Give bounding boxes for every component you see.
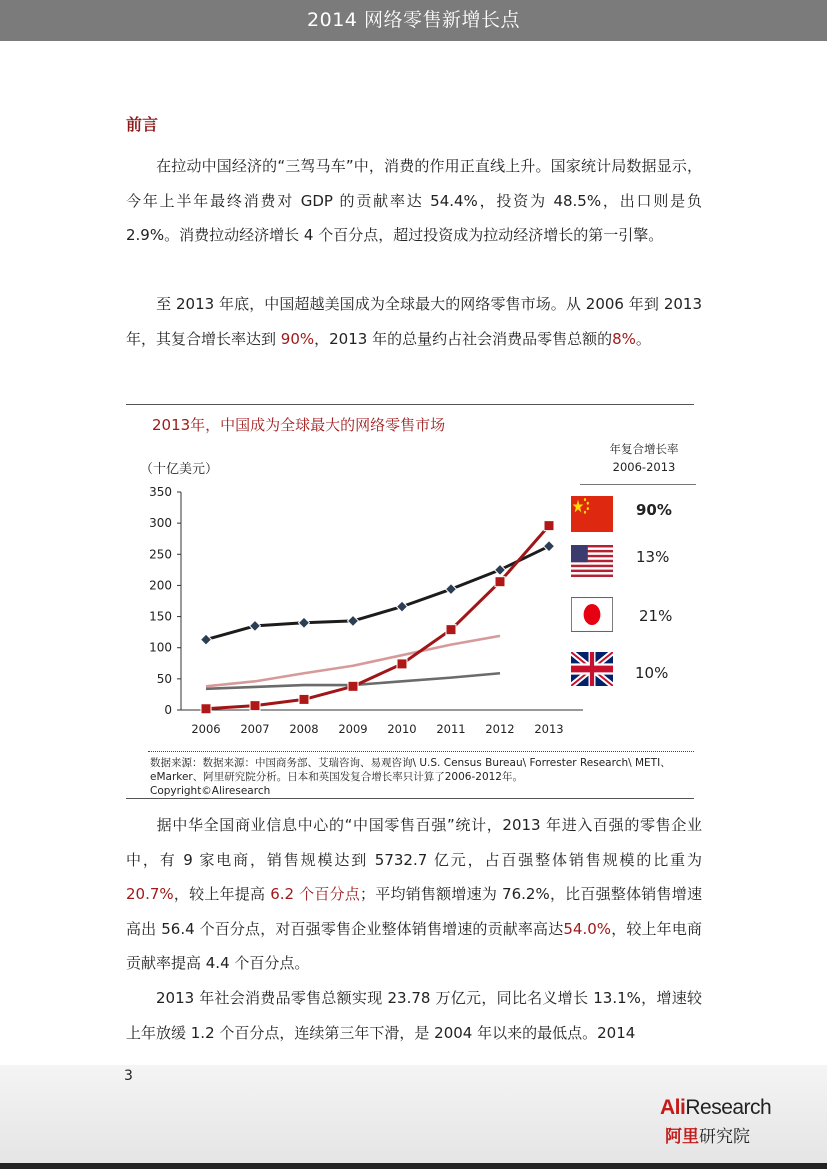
highlight-contribution: 54.0%	[563, 919, 612, 938]
x-tick-label: 2009	[338, 722, 368, 736]
data-point-diamond	[201, 634, 212, 645]
paragraph-retail-total	[126, 981, 702, 1050]
paragraph-text: ，2013 年的总量约占社会消费品零售总额的	[314, 329, 613, 348]
highlight-cagr: 90%	[280, 329, 315, 348]
y-tick-label: 0	[164, 703, 172, 717]
data-point-square	[544, 521, 554, 531]
y-tick-label: 100	[149, 640, 172, 655]
data-point-square	[299, 694, 309, 704]
paragraph-text: 2013 年社会消费品零售总额实现 23.78 万亿元，同比名义增长 13.1%，增速较上年放缓 1.2 个百分点，连续第三年下滑，是 2004 年以来的最低点。2014	[126, 989, 702, 1042]
chart-bottom-rule	[126, 798, 694, 799]
page-number: 3	[124, 1068, 133, 1084]
data-point-diamond	[250, 620, 261, 631]
data-point-square	[201, 704, 211, 714]
data-point-square	[250, 701, 260, 711]
uk-flag-icon	[571, 652, 613, 686]
paragraph-text: 至 2013 年底，中国超越美国成为全球最大的网络零售市场。从 2006 年到 2013 年，其复合增长率达到	[126, 295, 702, 348]
y-tick-label: 350	[149, 485, 172, 499]
x-tick-label: 2007	[240, 722, 270, 736]
data-point-diamond	[299, 617, 310, 628]
cagr-usa: 13%	[636, 548, 670, 566]
cagr-japan: 21%	[639, 607, 673, 625]
data-point-diamond	[544, 541, 555, 552]
cagr-uk: 10%	[635, 664, 669, 682]
bottom-strip	[0, 1163, 827, 1169]
x-tick-label: 2012	[485, 722, 515, 736]
series-line	[206, 636, 500, 686]
data-point-square	[495, 577, 505, 587]
china-flag-icon	[571, 496, 613, 532]
cagr-header-line1: 年复合增长率	[609, 442, 679, 456]
y-tick-label: 250	[149, 547, 172, 562]
x-tick-label: 2013	[534, 722, 564, 736]
y-tick-label: 300	[149, 516, 172, 531]
paragraph-text: ；平均销售额增速为 76.2%，比百强整体销售增速高出 56.4 个百分点，对百强零售企业整体销售增速的贡献率高达	[126, 885, 702, 938]
aliresearch-logo	[660, 1096, 771, 1120]
cagr-china: 90%	[636, 501, 672, 519]
header-title: 2014 网络零售新增长点	[307, 9, 520, 31]
x-tick-label: 2008	[289, 722, 319, 736]
data-point-diamond	[495, 564, 506, 575]
y-tick-label: 50	[156, 671, 172, 686]
paragraph-text: ，较上年电商贡献率提高 4.4 个百分点。	[126, 919, 702, 972]
logo-ali: Ali	[660, 1096, 686, 1119]
cagr-header	[596, 440, 692, 476]
paragraph-text: 据中华全国商业信息中心的“中国零售百强”统计，2013 年进入百强的零售企业中，有 9 家电商，销售规模达到 5732.7 亿元，占百强整体销售规模的比重为	[126, 816, 702, 869]
chart-title: 2013年，中国成为全球最大的网络零售市场	[152, 416, 446, 434]
highlight-share: 8%	[612, 329, 636, 348]
aliresearch-logo-cn	[665, 1122, 750, 1147]
data-point-diamond	[397, 601, 408, 612]
chart-unit-label: （十亿美元）	[140, 462, 219, 477]
logo-research: Research	[685, 1096, 772, 1119]
cagr-rule	[580, 484, 696, 485]
source-line: 数据来源：数据来源：中国商务部、艾瑞咨询、易观咨询\ U.S. Census Bureau\ Forrester Research\ METI、	[150, 757, 671, 769]
source-line: eMarker、阿里研究院分析。日本和英国发复合增长率只计算了2006-2012年。	[150, 771, 523, 783]
paragraph-text: ，较上年提高	[173, 885, 271, 903]
data-point-diamond	[446, 584, 457, 595]
highlight-share-ratio: 20.7%	[126, 885, 174, 903]
y-tick-label: 200	[149, 578, 172, 593]
data-point-square	[397, 659, 407, 669]
x-tick-label: 2006	[191, 722, 221, 736]
cagr-header-line2: 2006-2013	[612, 460, 676, 474]
copyright-line: Copyright©Aliresearch	[150, 785, 271, 797]
x-tick-label: 2010	[387, 722, 417, 736]
logo-cn-ali: 阿里	[665, 1127, 699, 1147]
data-point-square	[446, 625, 456, 635]
usa-flag-icon	[571, 545, 613, 577]
paragraph-text: 在拉动中国经济的“三驾马车”中，消费的作用正直线上升。国家统计局数据显示，今年上半年最终消费对 GDP 的贡献率达 54.4%，投资为 48.5%，出口则是负 2.9%。消费拉动经济增长 4 个百分点，超过投资成为拉动经济增长的第一引擎。	[126, 157, 702, 244]
y-tick-label: 150	[149, 609, 172, 624]
paragraph-top100	[126, 808, 702, 981]
data-point-diamond	[348, 615, 359, 626]
logo-cn-institute: 研究院	[699, 1127, 750, 1147]
chart-source-note	[150, 756, 695, 798]
section-title: 前言	[126, 115, 159, 134]
x-tick-label: 2011	[436, 722, 466, 736]
japan-flag-icon	[571, 597, 613, 632]
data-point-square	[348, 681, 358, 691]
paragraph-text: 。	[635, 329, 651, 348]
source-divider	[148, 751, 694, 752]
highlight-increase: 6.2 个百分点	[270, 885, 361, 903]
